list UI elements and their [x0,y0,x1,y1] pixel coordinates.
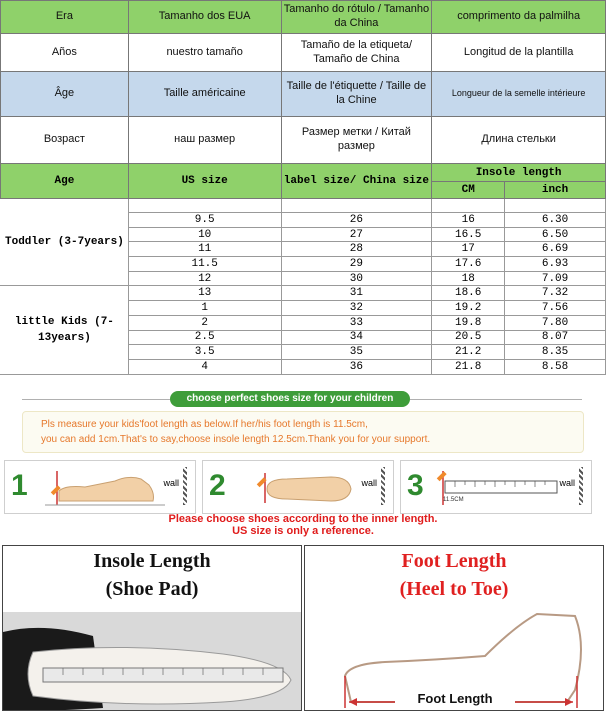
language-cell: Длина стельки [432,117,606,164]
china-size-cell: 30 [281,271,432,286]
china-size-cell [281,199,432,213]
us-size-cell: 10 [128,227,281,242]
step-number: 3 [407,469,424,502]
language-cell: Años [1,34,129,72]
wall-icon [381,467,385,505]
language-cell: Era [1,1,129,34]
us-size-cell: 11 [128,242,281,257]
foot-side-icon [45,471,165,507]
china-size-cell: 36 [281,359,432,374]
note-line: Pls measure your kids'foot length as below.If her/his foot length is 11.5cm, [41,419,368,430]
inch-cell: 6.50 [505,227,606,242]
us-size-cell: 9.5 [128,213,281,228]
guide-title: choose perfect shoes size for your children [170,391,410,407]
china-size-cell: 29 [281,257,432,272]
us-size-cell: 13 [128,286,281,301]
language-cell: Tamanho do rótulo / Tamanho da China [281,1,432,34]
cm-cell: 18 [432,271,505,286]
language-cell: Tamaño de la etiqueta/ Tamaño de China [281,34,432,72]
step-panel-2 [202,460,394,514]
language-row [1,72,606,117]
size-row [1,199,606,213]
inch-cell: 8.07 [505,330,606,345]
china-size-cell: 27 [281,227,432,242]
cm-cell: 16 [432,213,505,228]
china-size-cell: 32 [281,301,432,316]
china-size-cell: 26 [281,213,432,228]
china-size-cell: 35 [281,345,432,360]
language-cell: Âge [1,72,129,117]
cm-cell: 21.2 [432,345,505,360]
us-size-cell: 12 [128,271,281,286]
step-number: 1 [11,469,28,502]
china-size-cell: 33 [281,315,432,330]
insole-length-header: Insole length [432,164,606,182]
us-size-cell: 1 [128,301,281,316]
us-size-cell: 2.5 [128,330,281,345]
language-header-table [0,0,606,164]
size-row [1,286,606,301]
cm-cell: 21.8 [432,359,505,374]
inch-cell: 6.30 [505,213,606,228]
insole-subtitle: (Shoe Pad) [105,578,199,600]
cm-cell: 19.2 [432,301,505,316]
language-cell: comprimento da palmilha [432,1,606,34]
cm-cell: 17.6 [432,257,505,272]
foot-length-subtitle: (Heel to Toe) [399,578,509,600]
foot-length-panel [304,545,604,711]
guide-note [22,411,584,453]
inch-cell: 6.93 [505,257,606,272]
language-cell: Longueur de la semelle intérieure [432,72,606,117]
warning-us-size: US size is only a reference. [232,525,374,537]
us-size-cell: 4 [128,359,281,374]
language-cell: Taille américaine [128,72,281,117]
inch-header: inch [505,182,606,199]
insole-length-panel [2,545,302,711]
cm-cell: 16.5 [432,227,505,242]
cm-cell [432,199,505,213]
foot-length-label: Foot Length [417,691,493,706]
language-cell: Taille de l'étiquette / Taille de la Chine [281,72,432,117]
inch-cell: 7.09 [505,271,606,286]
inch-cell: 7.80 [505,315,606,330]
foot-length-title: Foot Length [401,550,507,572]
language-cell: Возраст [1,117,129,164]
wall-label: wall [361,478,377,488]
step-number: 2 [209,469,226,502]
language-row [1,117,606,164]
cm-cell: 18.6 [432,286,505,301]
insole-title: Insole Length [93,550,211,572]
wall-label: wall [163,478,179,488]
cm-cell: 20.5 [432,330,505,345]
cm-cell: 17 [432,242,505,257]
language-cell: наш размер [128,117,281,164]
us-size-cell: 2 [128,315,281,330]
inch-cell: 8.58 [505,359,606,374]
wall-icon [183,467,187,505]
warning-inner-length: Please choose shoes according to the inner length. [168,513,438,525]
wall-label: wall [559,478,575,488]
language-cell: Tamanho dos EUA [128,1,281,34]
china-size-cell: 28 [281,242,432,257]
step-panel-3 [400,460,592,514]
age-header: Age [1,164,129,199]
divider [22,399,170,400]
foot-top-icon [243,473,363,505]
note-line: you can add 1cm.That's to say,choose insole length 12.5cm.Thank you for your support. [41,434,431,445]
language-cell: Longitud de la plantilla [432,34,606,72]
size-chart-table [0,163,606,375]
language-row [1,34,606,72]
china-size-cell: 31 [281,286,432,301]
language-row [1,1,606,34]
us-size-header: US size [128,164,281,199]
language-cell: nuestro tamaño [128,34,281,72]
us-size-cell [128,199,281,213]
divider [410,399,582,400]
measuring-guide [0,385,606,535]
ruler-label: 11.5CM [443,497,464,503]
wall-icon [579,467,583,505]
us-size-cell: 11.5 [128,257,281,272]
cm-header: CM [432,182,505,199]
inch-cell: 6.69 [505,242,606,257]
inch-cell: 7.32 [505,286,606,301]
length-illustrations [0,545,606,711]
label-size-header: label size/ China size [281,164,432,199]
inch-cell [505,199,606,213]
inch-cell: 7.56 [505,301,606,316]
age-group-label: little Kids (7-13years) [1,286,129,374]
us-size-cell: 3.5 [128,345,281,360]
age-group-label: Toddler (3-7years) [1,199,129,286]
insole-photo-icon [3,612,302,711]
cm-cell: 19.8 [432,315,505,330]
inch-cell: 8.35 [505,345,606,360]
step-panel-1 [4,460,196,514]
china-size-cell: 34 [281,330,432,345]
language-cell: Размер метки / Китай размер [281,117,432,164]
